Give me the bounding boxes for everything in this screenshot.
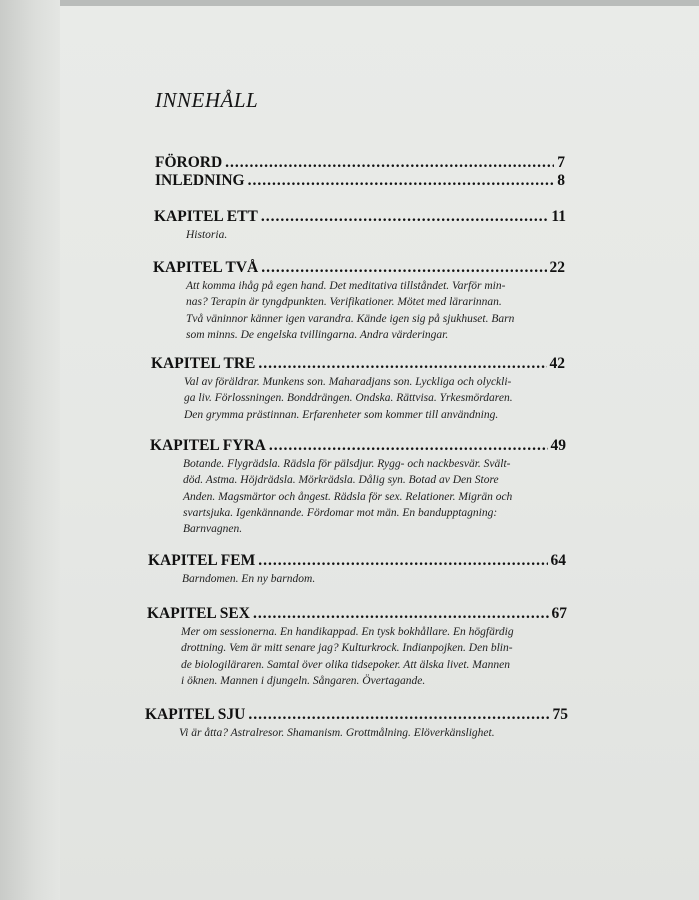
toc-entry-page: 22 [549,259,565,276]
description-line: Anden. Magsmärtor och ångest. Rädsla för sex. Relationer. Migrän och [183,490,513,503]
toc-entry-page: 8 [557,172,565,189]
toc-entry-forord [155,154,565,172]
toc-entry-kapitel-tre [151,355,565,373]
toc-entry-title: KAPITEL FYRA [150,437,266,454]
description-line: Botande. Flygrädsla. Rädsla för pälsdjur. Rygg- och nackbesvär. Svält- [183,458,511,470]
toc-entry-kapitel-ett [154,208,566,226]
toc-entry-title: KAPITEL SJU [145,706,246,723]
toc-entry-description [181,624,566,689]
dot-leader [225,154,554,172]
toc-entry-title: KAPITEL FEM [148,552,256,569]
dot-leader [258,552,547,570]
toc-entry-inledning [155,172,565,190]
toc-entry-title: KAPITEL TVÅ [153,259,259,276]
description-line: Vi är åtta? Astralresor. Shamanism. Grottmålning. Elöverkänslighet. [179,727,495,739]
description-line: ga liv. Förlossningen. Bonddrängen. Ondska. Rättvisa. Yrkesmördaren. [184,392,513,405]
dot-leader [261,208,549,226]
toc-entry-page: 64 [550,552,566,569]
dot-leader [248,706,549,724]
description-line: Mer om sessionerna. En handikappad. En tysk bokhållare. En högfärdig [181,626,514,638]
description-line: Barndomen. En ny barndom. [182,573,316,585]
toc-entry-title: FÖRORD [155,154,223,171]
toc-entry-kapitel-fyra [150,437,566,455]
toc-entry-page: 42 [549,355,565,372]
dot-leader [258,355,546,373]
toc-entry-page: 49 [550,437,566,454]
dot-leader [248,172,555,190]
description-line: svartsjuka. Igenkännande. Fördomar mot män. En bandupptagning: [183,506,498,519]
description-line: Två väninnor känner igen varandra. Kände igen sig på sjukhuset. Barn [186,312,515,325]
toc-entry-page: 11 [551,208,566,225]
toc-entry-page: 7 [557,154,565,171]
toc-entry-title: KAPITEL TRE [151,355,256,372]
description-line: Barnvagnen. [183,523,243,536]
dot-leader [261,259,546,277]
toc-entry-kapitel-tva [153,259,565,277]
description-line: nas? Terapin är tyngdpunkten. Verifikationer. Mötet med lärarinnan. [186,296,502,309]
description-line: som minns. De engelska tvillingarna. Andra värderingar. [186,328,449,341]
description-line: de biologiläraren. Samtal över olika tidsepoker. Att älska livet. Mannen [181,658,510,671]
toc-entry-description [184,374,564,423]
toc-entry-description [186,278,564,343]
toc-heading: INNEHÅLL [155,88,259,112]
description-line: i öknen. Mannen i djungeln. Sångaren. Övertagande. [181,674,426,687]
toc-entry-page: 75 [552,706,568,723]
dot-leader [269,437,548,455]
description-line: Historia. [186,229,228,241]
toc-entry-description [182,571,562,587]
toc-entry-kapitel-sju [145,706,568,724]
description-line: död. Astma. Höjdrädsla. Mörkrädsla. Dålig syn. Botad av Den Store [183,474,499,487]
toc-entry-title: INLEDNING [155,172,245,189]
toc-entry-description [186,227,564,243]
description-line: Att komma ihåg på egen hand. Det meditativa tillståndet. Varför min- [186,280,506,292]
toc-entry-description [183,456,565,537]
toc-entry-description [179,725,564,741]
toc-entry-page: 67 [551,605,567,622]
description-line: Den grymma prästinnan. Erfarenheter som kommer till användning. [184,408,499,421]
toc-entry-kapitel-fem [148,552,566,570]
toc-entry-kapitel-sex [147,605,567,623]
book-spine [0,0,60,900]
dot-leader [253,605,549,623]
toc-entry-title: KAPITEL ETT [154,208,258,225]
description-line: drottning. Vem är mitt senare jag? Kulturkrock. Indianpojken. Den blin- [181,642,513,655]
description-line: Val av föräldrar. Munkens son. Maharadjans son. Lyckliga och olyckli- [184,376,512,388]
toc-entry-title: KAPITEL SEX [147,605,250,622]
